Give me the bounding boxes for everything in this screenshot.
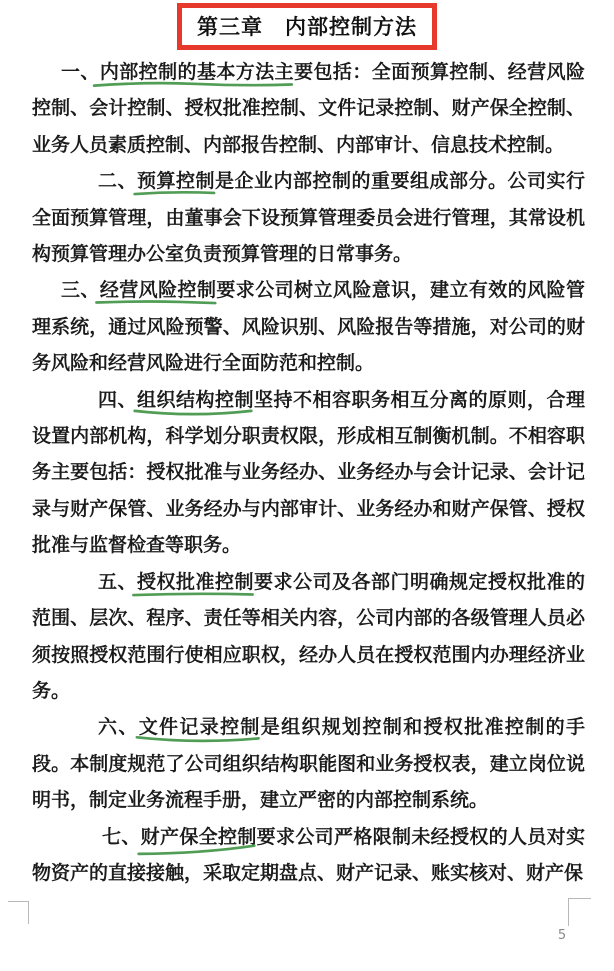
paragraph-number: 一、 xyxy=(61,61,100,83)
paragraph-text: 是组织规划控制和授权批准控制的手段。本制度规范了公司组织结构职能图和业务授权表，建立岗位说明书，制定业务流程手册，建立严密的内部控制系统。 xyxy=(32,716,585,812)
keyword-text: 组织结构控制 xyxy=(137,388,254,411)
keyword-highlight xyxy=(137,389,254,411)
keyword-text: 预算控制 xyxy=(137,170,215,193)
keyword-text: 文件记录控制 xyxy=(138,716,261,739)
paragraph-text: 坚持不相容职务相互分离的原则，合理设置内部机构，科学划分职责权限，形成相互制衡机制。不相容职务主要包括：授权批准与业务经办、业务经办与会计记录、会计记录与财产保管、业务经办与内部审计、业务经办和财产保管、授权批准与监督检查等职务。 xyxy=(32,388,585,557)
paragraph-3 xyxy=(32,272,585,381)
paragraph-number: 四、 xyxy=(98,388,137,411)
document-body xyxy=(32,54,585,891)
paragraph-text: 要包括：全面预算控制、经营风险控制、会计控制、授权批准控制、文件记录控制、财产保全控制、业务人员素质控制、内部报告控制、内部审计、信息技术控制。 xyxy=(32,61,585,156)
keyword-highlight xyxy=(100,279,217,301)
keyword-text: 内部控制的基本方法主 xyxy=(99,61,295,83)
paragraph-number: 七、 xyxy=(102,825,141,848)
chapter-title-box xyxy=(177,3,437,50)
paragraph-text: 是企业内部控制的重要组成部分。公司实行全面预算管理，由董事会下设预算管理委员会进行管理，其常设机构预算管理办公室负责预算管理的日常事务。 xyxy=(32,170,585,266)
paragraph-number: 二、 xyxy=(98,170,137,193)
page-number: 5 xyxy=(557,928,567,943)
keyword-highlight xyxy=(100,61,294,83)
keyword-highlight xyxy=(139,716,261,738)
keyword-highlight xyxy=(137,571,254,593)
paragraph-text: 要求公司及各部门明确规定授权批准的范围、层次、程序、责任等相关内容，公司内部的各级管理人员必须按照授权范围行使相应职权，经办人员在授权范围内办理经济业务。 xyxy=(32,570,585,702)
paragraph-1 xyxy=(32,54,585,163)
paragraph-4 xyxy=(32,382,585,564)
paragraph-7 xyxy=(32,819,585,892)
paragraph-2 xyxy=(32,163,585,272)
chapter-title: 第三章 内部控制方法 xyxy=(197,15,417,39)
keyword-text: 授权批准控制 xyxy=(137,570,254,593)
paragraph-6 xyxy=(32,709,585,818)
keyword-highlight xyxy=(141,826,257,848)
paragraph-number: 五、 xyxy=(98,570,137,593)
paragraph-5 xyxy=(32,564,585,710)
page-margin-mark-right xyxy=(568,898,591,926)
paragraph-text: 要求公司严格限制未经授权的人员对实物资产的直接接触，采取定期盘点、财产记录、账实核对、财产保 xyxy=(32,825,585,884)
paragraph-number: 六、 xyxy=(98,716,139,739)
page-margin-mark-left xyxy=(8,901,29,924)
keyword-highlight xyxy=(137,170,215,192)
keyword-text: 财产保全控制 xyxy=(140,825,257,848)
paragraph-number: 三、 xyxy=(61,279,100,302)
paragraph-text: 要求公司树立风险意识，建立有效的风险管理系统，通过风险预警、风险识别、风险报告等措施，对公司的财务风险和经营风险进行全面防范和控制。 xyxy=(32,279,585,375)
keyword-text: 经营风险控制 xyxy=(99,279,217,302)
